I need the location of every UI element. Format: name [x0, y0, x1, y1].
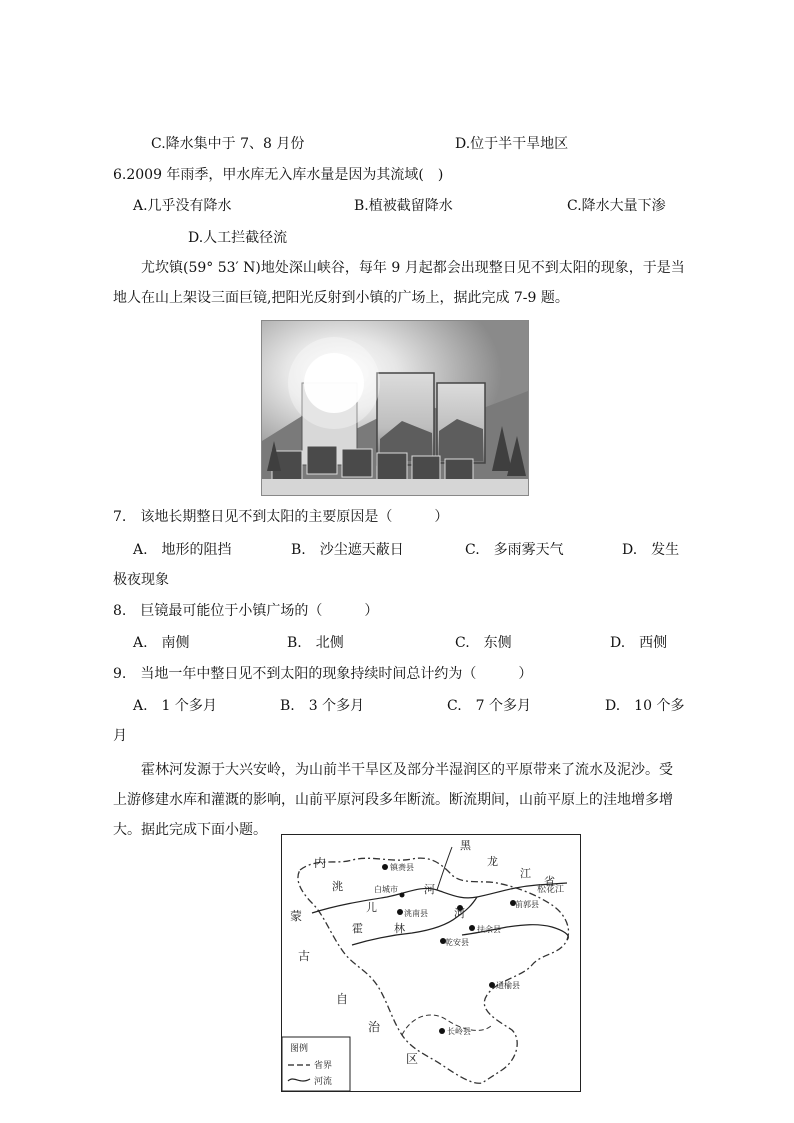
map-city-label: 扶余县	[477, 925, 501, 934]
passage2-line3: 大。据此完成下面小题。	[113, 822, 267, 838]
q6-stem: 6.2009 年雨季，甲水库无入库水量是因为其流域( )	[113, 167, 444, 183]
map-river-char: 霍	[352, 922, 363, 935]
map-river-songhua: 松花江	[537, 885, 565, 895]
q7-stem: 7. 该地长期整日见不到太阳的主要原因是（ ）	[113, 509, 449, 525]
map-city-label: 乾安县	[445, 938, 469, 947]
passage1-line1: 尤坎镇(59° 53′ N)地处深山峡谷，每年 9 月起都会出现整日见不到太阳的现象，于是当	[141, 260, 685, 276]
legend-border: 省界	[314, 1061, 333, 1071]
huolin-river-map	[281, 834, 581, 1092]
q7-option-d: D. 发生	[622, 542, 680, 558]
q9-option-d-continued: 月	[113, 728, 127, 744]
map-region-char: 自	[336, 992, 349, 1006]
legend-title: 图例	[290, 1044, 309, 1054]
map-city-label: 白城市	[374, 885, 398, 894]
q9-option-d: D. 10 个多	[605, 698, 685, 714]
map-region-char: 治	[368, 1020, 381, 1034]
q6-option-c: C.降水大量下渗	[567, 198, 666, 214]
map-river-char: 河	[424, 883, 435, 896]
q9-option-a: A. 1 个多月	[133, 698, 217, 714]
q8-stem: 8. 巨镜最可能位于小镇广场的（ ）	[113, 603, 379, 619]
q9-stem: 9. 当地一年中整日见不到太阳的现象持续时间总计约为（ ）	[113, 666, 533, 682]
q6-option-d: D.人工拦截径流	[188, 230, 288, 246]
q8-option-c: C. 东侧	[455, 635, 512, 651]
q8-option-a: A. 南侧	[133, 635, 190, 651]
map-river-char: 河	[454, 907, 465, 920]
q7-option-b: B. 沙尘遮天蔽日	[291, 542, 404, 558]
map-province-char: 龙	[487, 855, 498, 868]
map-province-char: 省	[544, 875, 555, 888]
passage1-line2: 地人在山上架设三面巨镜,把阳光反射到小镇的广场上，据此完成 7-9 题。	[113, 290, 569, 306]
map-city-label: 镇赉县	[390, 863, 414, 872]
q8-option-b: B. 北侧	[287, 635, 344, 651]
map-river-char: 儿	[366, 901, 377, 914]
map-province-char: 黑	[460, 839, 471, 852]
map-city-label: 前郭县	[515, 900, 539, 909]
legend-river: 河流	[314, 1077, 333, 1087]
map-region-char: 区	[406, 1052, 419, 1066]
q9-option-c: C. 7 个多月	[447, 698, 532, 714]
map-river-char: 林	[394, 922, 405, 935]
map-region-char: 古	[298, 949, 311, 963]
map-city-label: 长岭县	[447, 1027, 471, 1036]
map-province-char: 江	[520, 867, 531, 880]
passage2-line2: 上游修建水库和灌溉的影响，山前平原河段多年断流。断流期间，山前平原上的洼地增多增	[113, 792, 673, 808]
passage2-line1: 霍林河发源于大兴安岭，为山前半干旱区及部分半湿润区的平原带来了流水及泥沙。受	[141, 762, 673, 778]
q6-option-b: B.植被截留降水	[354, 198, 453, 214]
q5-option-c: C.降水集中于 7、8 月份	[151, 136, 305, 152]
map-region-char: 内	[314, 856, 327, 870]
q9-option-b: B. 3 个多月	[280, 698, 365, 714]
q7-option-d-continued: 极夜现象	[113, 572, 169, 588]
mirror-photo	[261, 320, 529, 496]
map-region-char: 蒙	[290, 909, 303, 923]
map-city-label: 洮南县	[404, 909, 428, 918]
q7-option-c: C. 多雨雾天气	[465, 542, 564, 558]
q8-option-d: D. 西侧	[610, 635, 668, 651]
q6-option-a: A.几乎没有降水	[133, 198, 232, 214]
map-city-label: 通榆县	[496, 981, 520, 990]
map-river-char: 洮	[332, 880, 343, 893]
q7-option-a: A. 地形的阻挡	[133, 542, 232, 558]
q5-option-d: D.位于半干旱地区	[455, 136, 569, 152]
